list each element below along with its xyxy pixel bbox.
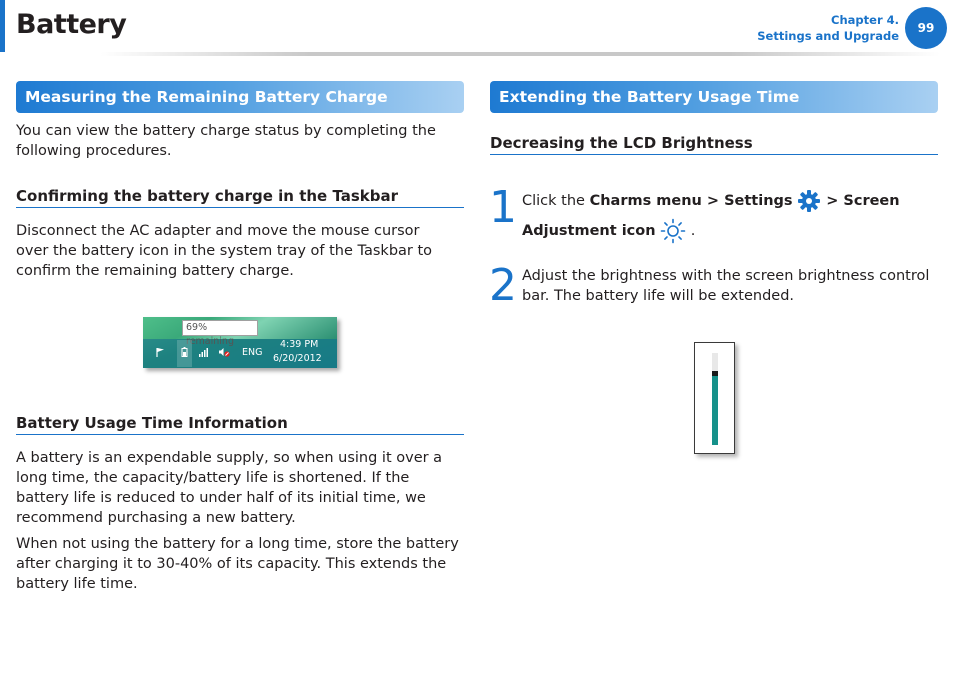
step-2-text: Adjust the brightness with the screen brightness control bar. The battery life will be extended. [522, 268, 930, 304]
step-1-suffix: . [686, 223, 696, 239]
brightness-control [694, 342, 735, 454]
header-accent-bar [0, 0, 5, 52]
taskbar-screenshot [143, 317, 337, 368]
subheading-usage-time: Battery Usage Time Information [16, 414, 464, 435]
page-title: Battery [16, 9, 127, 40]
step-1-text [522, 186, 942, 246]
usage-paragraph-2: When not using the battery for a long time, store the battery after charging it to 30-40% of its capacity. This extends the battery life time. [16, 536, 459, 592]
subheading-lcd-brightness: Decreasing the LCD Brightness [490, 134, 938, 155]
chapter-label [757, 12, 899, 44]
step-1-number: 1 [489, 182, 517, 233]
gear-icon [797, 189, 821, 213]
step-1-prefix: Click the [522, 193, 590, 209]
taskbar-language: ENG [242, 347, 263, 358]
step-1-adjustment-icon-label: Adjustment icon [522, 223, 656, 239]
step-2-number: 2 [489, 260, 517, 311]
flag-icon [156, 347, 165, 357]
signal-icon [199, 347, 208, 357]
section-title-extending: Extending the Battery Usage Time [490, 81, 938, 113]
taskbar-time: 4:39 PM [280, 339, 319, 350]
intro-paragraph: You can view the battery charge status by completing the following procedures. [16, 123, 436, 159]
step-1-charms-settings: Charms menu > Settings [589, 193, 793, 209]
page-number-badge: 99 [905, 7, 947, 49]
chapter-number: Chapter 4. [831, 13, 899, 27]
header-divider [100, 52, 940, 56]
confirm-paragraph: Disconnect the AC adapter and move the mouse cursor over the battery icon in the system tray of the Taskbar to confirm the remaining battery charge. [16, 223, 433, 279]
brightness-icon [660, 218, 686, 244]
taskbar-date: 6/20/2012 [273, 353, 322, 364]
chapter-name: Settings and Upgrade [757, 29, 899, 43]
section-title-measuring: Measuring the Remaining Battery Charge [16, 81, 464, 113]
subheading-confirming: Confirming the battery charge in the Taskbar [16, 187, 464, 208]
volume-muted-icon [219, 347, 230, 357]
battery-icon [180, 347, 189, 357]
battery-tooltip: 69% remaining [182, 320, 258, 336]
usage-paragraph-1: A battery is an expendable supply, so when using it over a long time, the capacity/battery life is shortened. If the battery life is reduced to under half of its initial time, we recommend purchasing a new battery. [16, 450, 443, 526]
brightness-track [712, 353, 718, 445]
brightness-thumb [712, 371, 718, 376]
brightness-fill [712, 376, 718, 445]
step-1-screen: > Screen [821, 193, 900, 209]
